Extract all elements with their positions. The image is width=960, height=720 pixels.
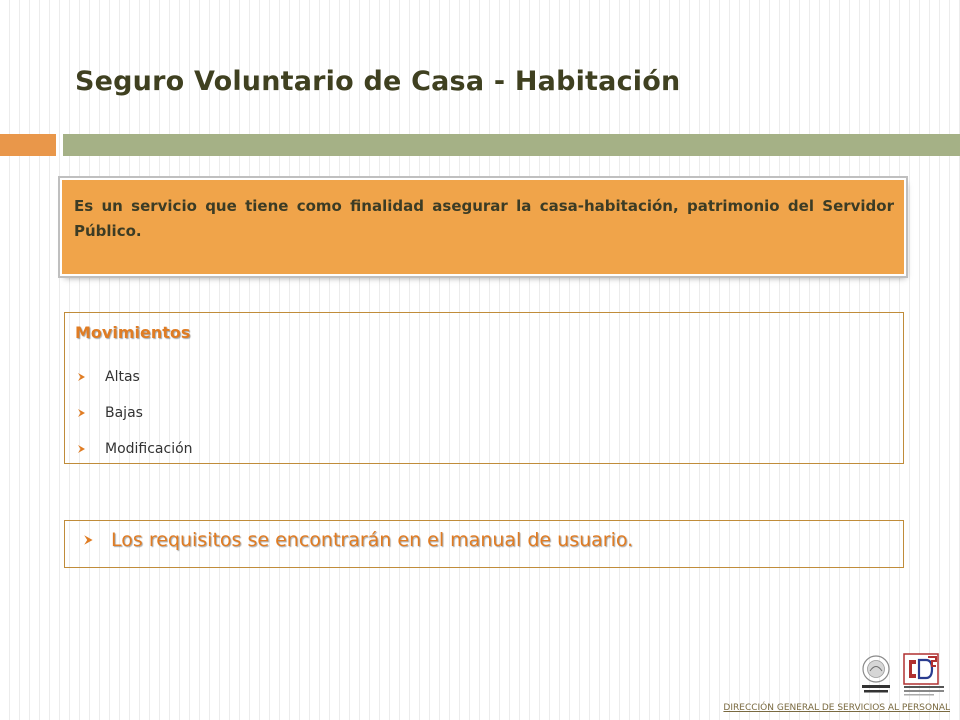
header-rule-bar [63,134,960,156]
footer-department: DIRECCIÓN GENERAL DE SERVICIOS AL PERSONAL [723,703,950,713]
callout-text: Es un servicio que tiene como finalidad asegurar la casa-habitación, patrimonio del Servidor Público. [74,197,894,240]
movimientos-list [77,359,193,467]
logos [856,652,956,700]
accent-bar [0,134,56,156]
arrow-bullet-icon [77,372,87,382]
list-item-label: Modificación [105,441,193,457]
requisitos-text: Los requisitos se encontrarán en el manual de usuario. [111,529,634,551]
movimientos-heading: Movimientos [75,323,191,342]
list-item-label: Bajas [105,405,143,421]
arrow-bullet-icon [83,534,95,546]
requisitos-row [83,529,633,551]
list-item [77,431,193,467]
list-item [77,395,193,431]
arrow-bullet-icon [77,444,87,454]
slide-title: Seguro Voluntario de Casa - Habitación [75,66,681,97]
list-item [77,359,193,395]
list-item-label: Altas [105,369,140,385]
requisitos-box [64,520,904,568]
arrow-bullet-icon [77,408,87,418]
definition-callout [62,180,904,274]
movimientos-box [64,312,904,464]
pjf-seal-logo [856,652,956,700]
